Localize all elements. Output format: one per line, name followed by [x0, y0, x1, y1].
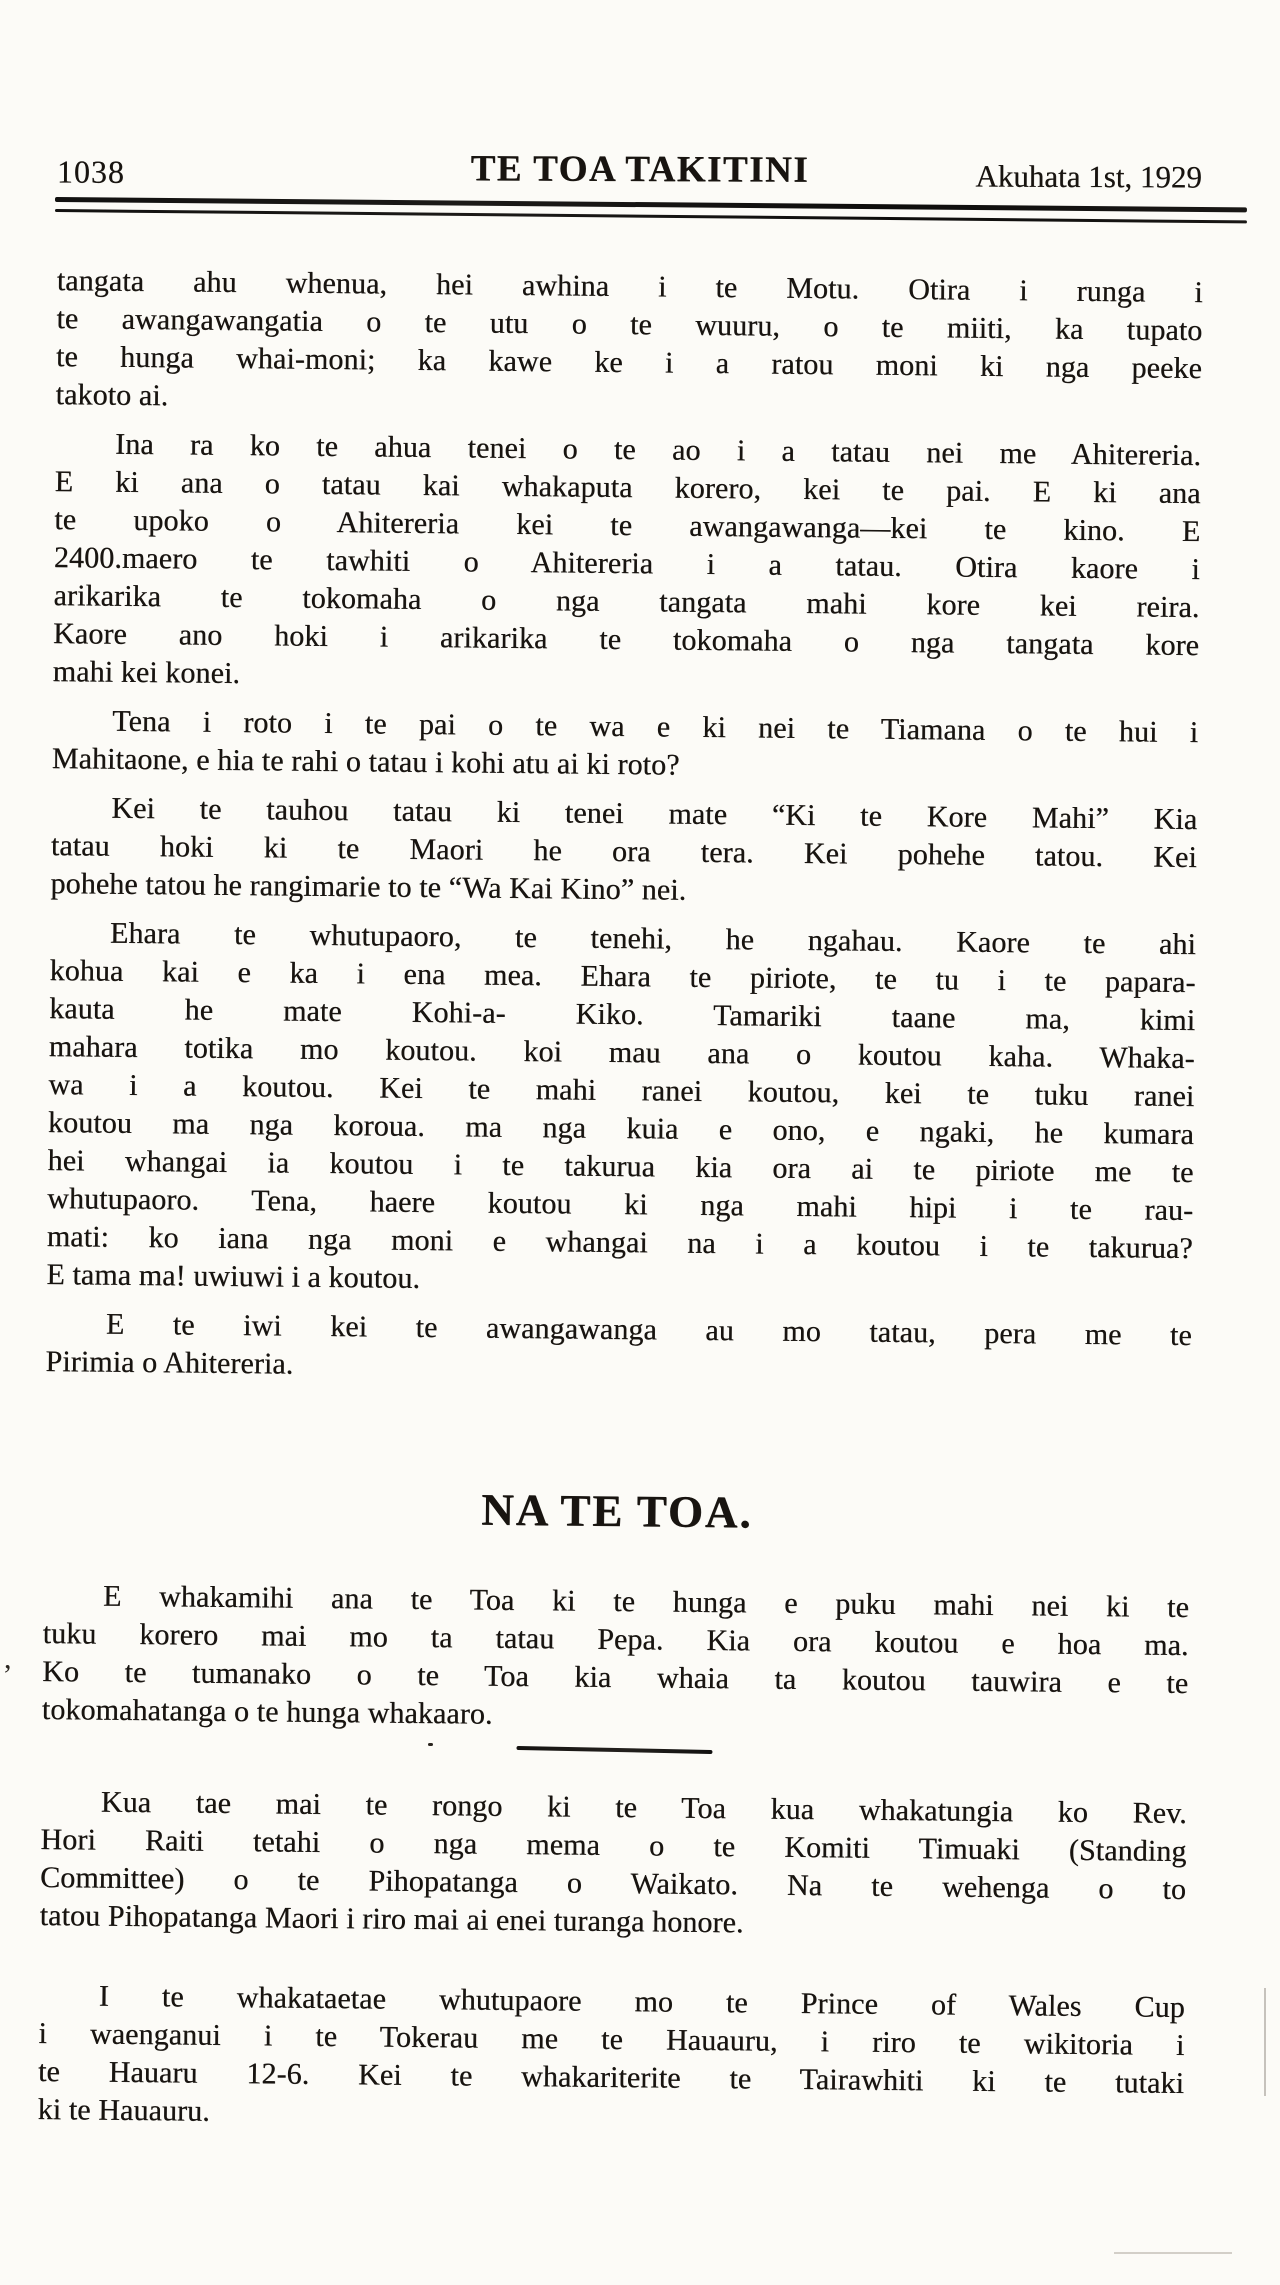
text-line: kohua kai e ka i ena mea. Ehara te piriote, te tu i te papara- [49, 953, 1196, 999]
paragraph-group [37, 1977, 1185, 2141]
text-line: E te iwi kei te awangawanga au mo tatau, pera me te [105, 1307, 1193, 1352]
scan-artifact-comma: , [4, 1642, 12, 1675]
text-line: Ko te tumanako o te Toa kia whaia ta koutou tauwira e te [42, 1654, 1189, 1700]
text-line: te awangawangatia o te utu o te wuuru, o te miiti, ka tupato [56, 302, 1203, 348]
text-line: mati: ko iana nga moni e whangai na i a koutou i te takurua? [46, 1219, 1193, 1265]
text-line: pohehe tatou he rangimarie to te “Wa Kai Kino” nei. [50, 866, 687, 907]
text-line: tuku korero mai mo ta tatau Pepa. Kia ora koutou e hoa ma. [42, 1616, 1189, 1662]
text-line: Committee) o te Pihopatanga o Waikato. Na te wehenga o to [39, 1860, 1187, 1906]
text-line: Ehara te whutupaoro, te tenehi, he ngahau. Kaore te ahi [109, 916, 1197, 961]
text-line: te upoko o Ahitereria kei te awangawanga—kei te kino. E [54, 503, 1201, 549]
text-line: Tena i roto i te pai o te wa e ki nei te Tiamana o te hui i [112, 704, 1199, 750]
scan-artifact-edge-line [1264, 1988, 1266, 2096]
text-line: takoto ai. [55, 378, 169, 413]
text-line: E tama ma! uwiuwi i a koutou. [46, 1257, 421, 1295]
paragraph [55, 262, 1203, 426]
section-divider [516, 1746, 712, 1754]
text-line: I te whakataetae whutupaore mo te Prince of Wales Cup [98, 1979, 1185, 2024]
text-line: E whakamihi ana te Toa ki te hunga e puku mahi nei ki te [102, 1579, 1190, 1624]
text-line: Kua tae mai te rongo ki te Toa kua whakatungia ko Rev. [100, 1785, 1188, 1830]
text-line: tangata ahu whenua, hei awhina i te Motu. Otira i runga i [56, 264, 1203, 310]
text-line: E ki ana o tatau kai whakaputa korero, kei te pai. E ki ana [54, 465, 1201, 511]
text-line: Mahitaone, e hia te rahi o tatau i kohi atu ai ki roto? [51, 742, 680, 782]
text-line: arikarika te tokomaha o nga tangata mahi kore kei reira. [53, 579, 1200, 625]
page-header [0, 145, 1280, 195]
text-line: hei whangai ia koutou i te takurua kia ora ai te piriote me te [47, 1143, 1194, 1189]
scan-artifact-dot [428, 1743, 433, 1746]
paragraph-group [40, 1783, 1188, 1947]
text-line: mahi kei konei. [52, 655, 241, 690]
text-line: Pirimia o Ahitereria. [45, 1344, 294, 1381]
text-line: 2400.maero te tawhiti o Ahitereria i a tatau. Otira kaore i [53, 541, 1201, 587]
text-line: mahara totika mo koutou. koi mau ana o koutou kaha. Whaka- [48, 1029, 1195, 1075]
paragraph [40, 1783, 1188, 1947]
paragraph [53, 425, 1202, 703]
text-line: Kaore ano hoki i arikarika te tokomaha o nga tangata kore [52, 617, 1200, 663]
journal-title: TE TOA TAKITINI [470, 148, 810, 191]
text-line: koutou ma nga koroua. ma nga kuia e ono, e ngaki, he kumara [47, 1105, 1195, 1151]
header-rule-bottom [55, 209, 1247, 223]
scan-artifact-bottom-line [1114, 2252, 1232, 2254]
paragraph [50, 789, 1197, 915]
text-line: Kei te tauhou tatau ki tenei mate “Ki te Kore Mahi” Kia [111, 791, 1198, 837]
text-line: tatou Pihopatanga Maori i riro mai ai enei turanga honore. [39, 1898, 744, 1940]
article-body [37, 262, 1203, 2152]
text-line: tatau hoki ki te Maori he ora tera. Kei pohehe tatou. Kei [50, 829, 1198, 874]
paragraph [52, 702, 1199, 790]
page-number: 1038 [56, 153, 125, 190]
paragraph [46, 914, 1196, 1306]
paragraph [42, 1577, 1190, 1741]
text-line: i waenganui i te Tokerau me te Hauauru, i riro te wikitoria i [38, 2016, 1185, 2062]
text-line: te Hauaru 12-6. Kei te whakariterite te Tairawhiti ki te tutaki [37, 2054, 1185, 2100]
text-line: Hori Raiti tetahi o nga mema o te Komiti Timuaki (Standing [40, 1822, 1187, 1868]
text-line: kauta he mate Kohi-a- Kiko. Tamariki taane ma, kimi [49, 991, 1196, 1037]
text-line: ki te Hauauru. [37, 2092, 211, 2128]
text-line: te hunga whai-moni; ka kawe ke i a ratou moni ki nga peeke [55, 340, 1203, 386]
paragraph [45, 1305, 1192, 1393]
text-line: whutupaoro. Tena, haere koutou ki nga mahi hipi i te rau- [47, 1181, 1194, 1227]
paragraph [37, 1977, 1185, 2141]
text-line: wa i a koutou. Kei te mahi ranei koutou, kei te tuku ranei [48, 1067, 1195, 1113]
text-line: Ina ra ko te ahua tenei o te ao i a tatau nei me Ahitereria. [114, 427, 1202, 473]
text-line: tokomahatanga o te hunga whakaaro. [41, 1692, 493, 1731]
section-heading: NA TE TOA. [481, 1484, 753, 1538]
issue-date: Akuhata 1st, 1929 [975, 158, 1202, 195]
paragraph-group [45, 262, 1203, 1393]
paragraph-group [42, 1577, 1190, 1741]
